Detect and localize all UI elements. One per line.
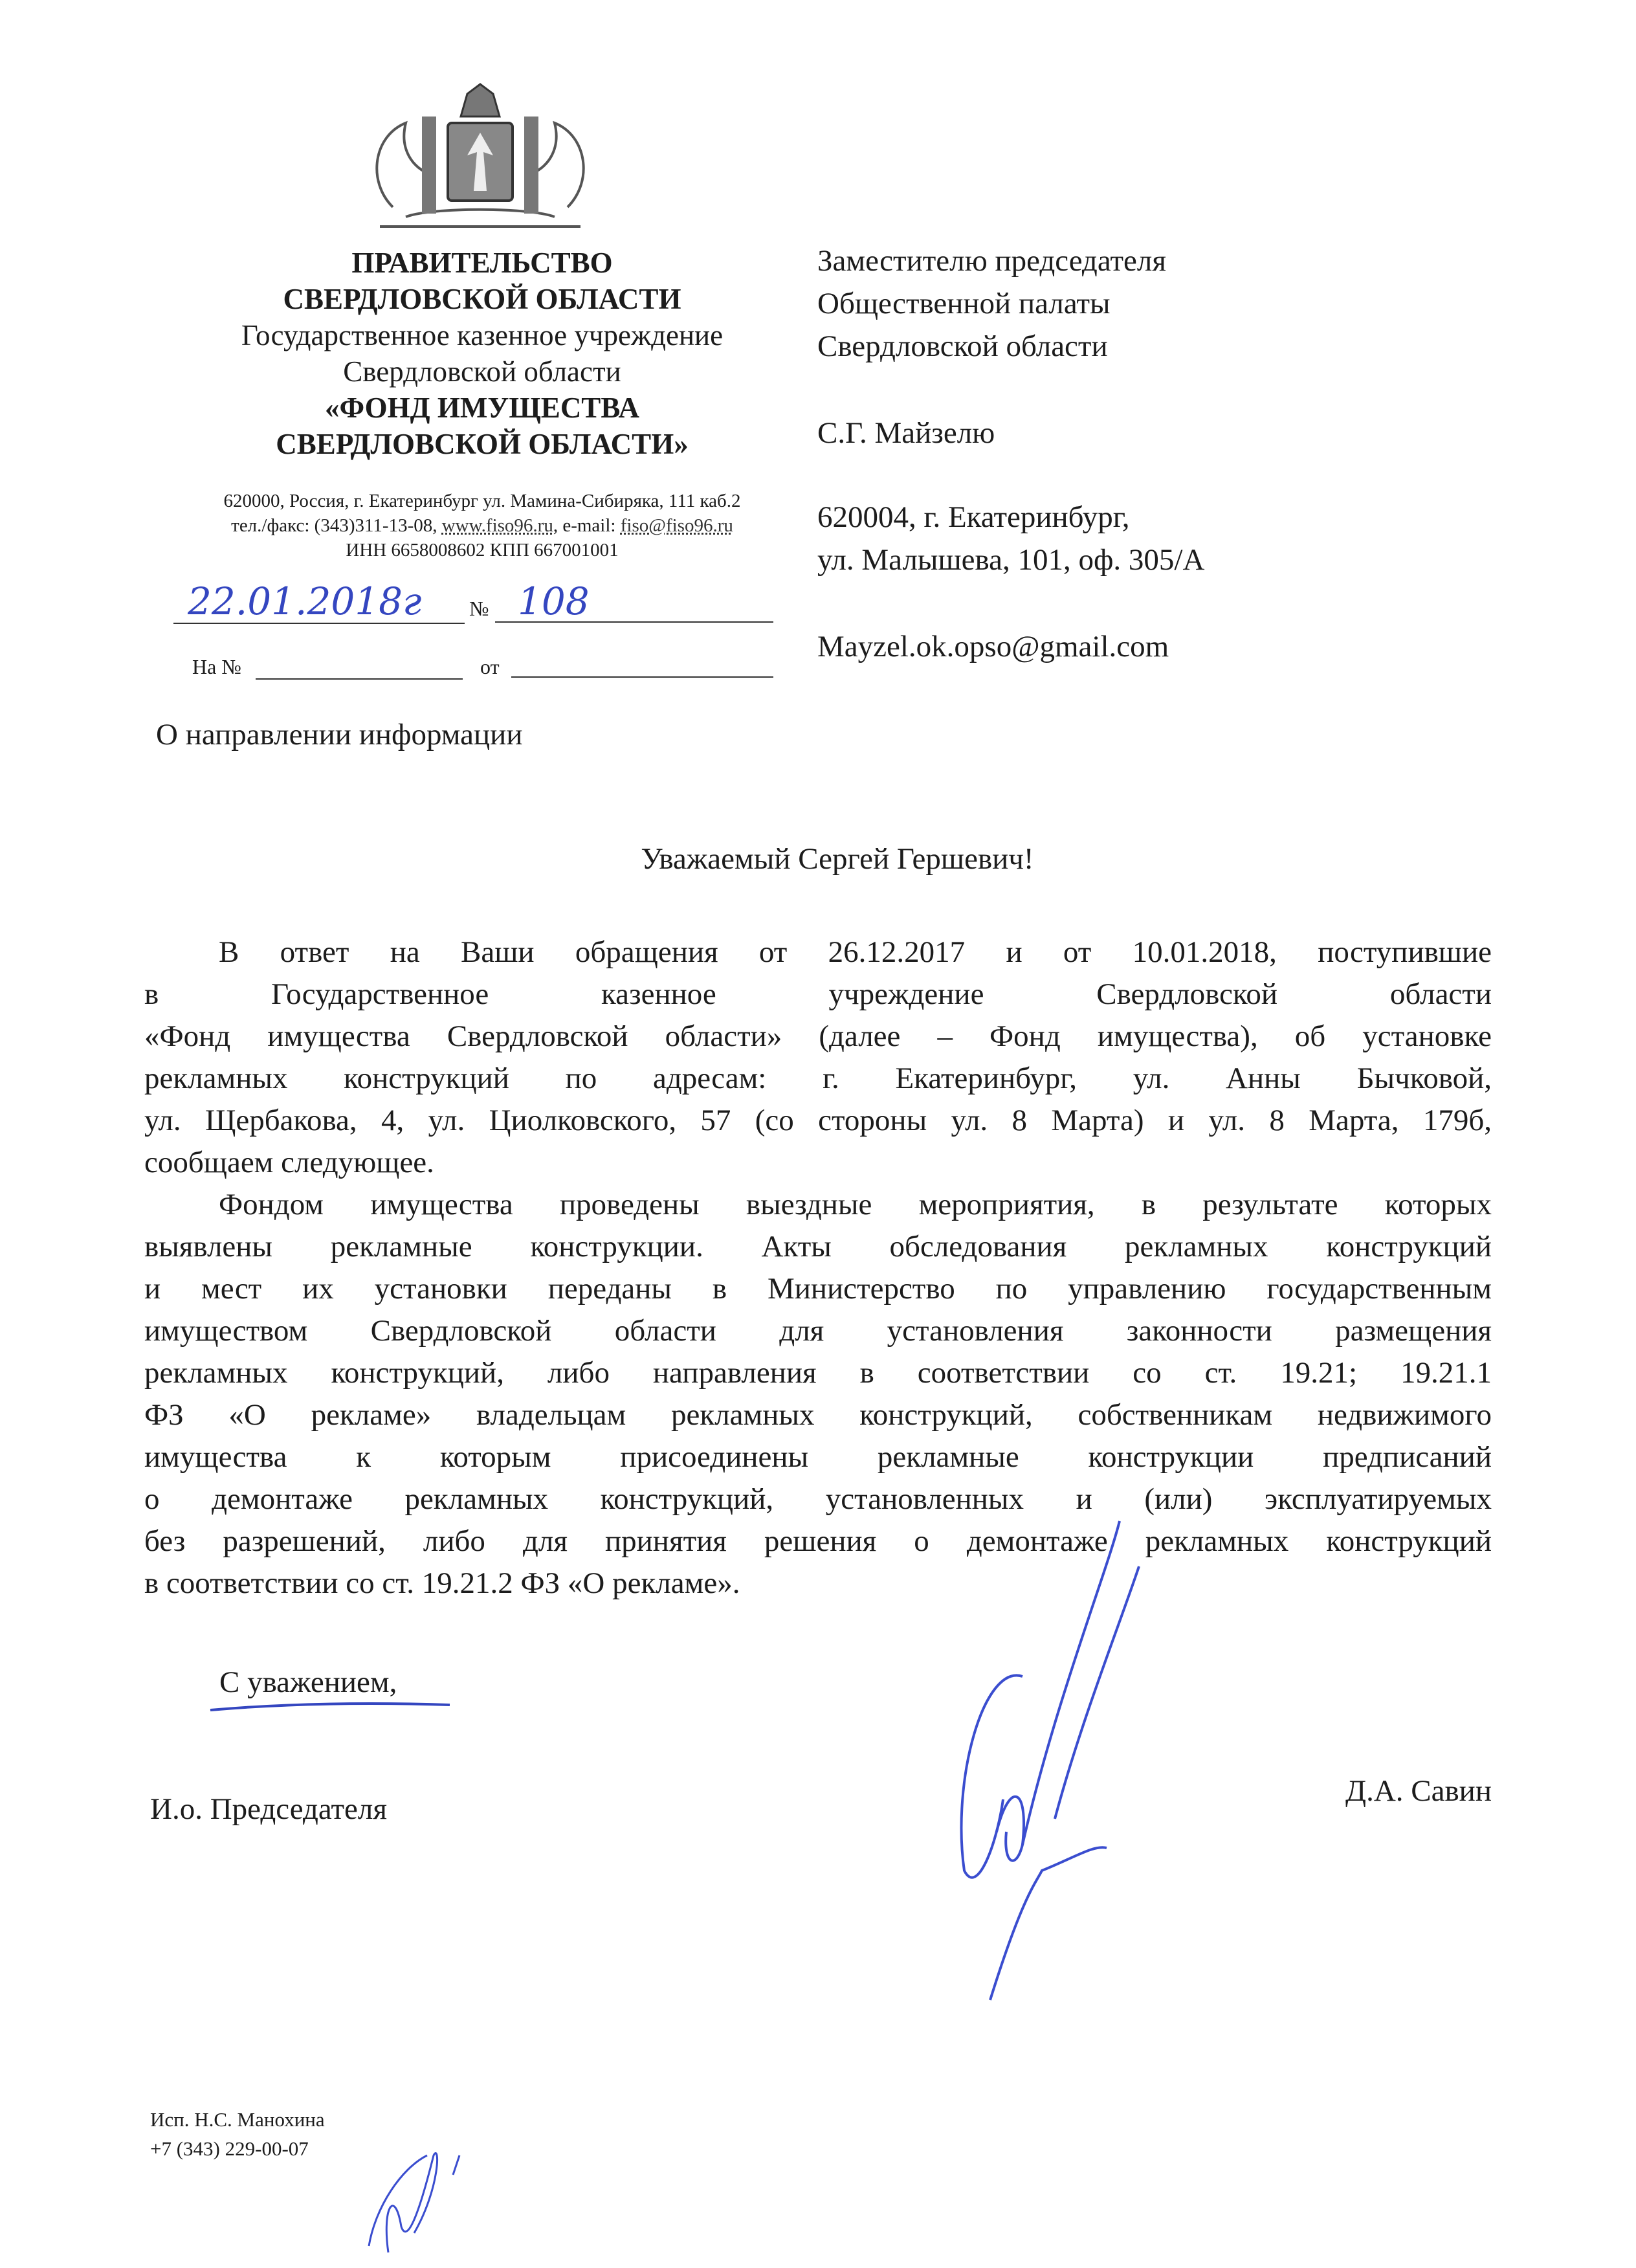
recipient-position-3: Свердловской области bbox=[817, 329, 1108, 363]
phone-fax: тел./факс: (343)311-13-08, bbox=[231, 515, 442, 536]
outgoing-number: 108 bbox=[518, 579, 590, 623]
body-line: в Государственное казенное учреждение Свердловской области bbox=[144, 977, 1492, 1011]
coat-of-arms-emblem bbox=[354, 78, 606, 233]
recipient-name: С.Г. Майзелю bbox=[817, 416, 995, 450]
closing-underline-stroke bbox=[207, 1696, 453, 1715]
body-line: рекламных конструкций по адресам: г. Екатеринбург, ул. Анны Бычковой, bbox=[144, 1062, 1492, 1095]
body-line: сообщаем следующее. bbox=[144, 1146, 434, 1179]
recipient-address-1: 620004, г. Екатеринбург, bbox=[817, 500, 1130, 534]
executor-initials-signature bbox=[349, 2129, 466, 2259]
fund-name-line1: «ФОНД ИМУЩЕСТВА bbox=[324, 392, 640, 424]
recipient-position-2: Общественной палаты bbox=[817, 287, 1111, 320]
closing: С уважением, bbox=[219, 1665, 397, 1699]
signer-name: Д.А. Савин bbox=[1345, 1774, 1492, 1808]
sender-contacts bbox=[162, 513, 802, 538]
institution-region: Свердловской области bbox=[343, 355, 621, 388]
body-line: в соответствии со ст. 19.21.2 ФЗ «О рекламе». bbox=[144, 1566, 740, 1600]
recipient-email: Mayzel.ok.opso@gmail.com bbox=[817, 630, 1169, 663]
executor-phone: +7 (343) 229-00-07 bbox=[150, 2137, 309, 2160]
signer-title: И.о. Председателя bbox=[150, 1792, 387, 1826]
body-line: о демонтаже рекламных конструкций, установленных и (или) эксплуатируемых bbox=[144, 1482, 1492, 1516]
body-line: имуществом Свердловской области для установления законности размещения bbox=[144, 1314, 1492, 1348]
body-line: ФЗ «О рекламе» владельцам рекламных конструкций, собственникам недвижимого bbox=[144, 1398, 1492, 1432]
body-line: Фондом имущества проведены выездные мероприятия, в результате которых bbox=[219, 1188, 1492, 1221]
fund-name-line2: СВЕРДЛОВСКОЙ ОБЛАСТИ» bbox=[276, 428, 689, 460]
government-title: ПРАВИТЕЛЬСТВО bbox=[351, 247, 613, 279]
email-label: , e-mail: bbox=[553, 515, 621, 536]
signature bbox=[925, 1508, 1171, 2013]
outgoing-date: 22.01.2018г bbox=[188, 579, 422, 623]
executor-name: Исп. Н.С. Манохина bbox=[150, 2108, 325, 2131]
subject-line: О направлении информации bbox=[156, 718, 523, 751]
body-line: имущества к которым присоединены рекламные конструкции предписаний bbox=[144, 1440, 1492, 1474]
number-label: № bbox=[469, 597, 489, 620]
body-line: рекламных конструкций, либо направления в соответствии со ст. 19.21; 19.21.1 bbox=[144, 1356, 1492, 1390]
body-line: «Фонд имущества Свердловской области» (далее – Фонд имущества), об установке bbox=[144, 1019, 1492, 1053]
body-line: и мест их установки переданы в Министерство по управлению государственным bbox=[144, 1272, 1492, 1306]
website-link[interactable]: www.fiso96.ru bbox=[441, 515, 553, 536]
email-link[interactable]: fiso@fiso96.ru bbox=[620, 515, 733, 536]
recipient-position-1: Заместителю председателя bbox=[817, 244, 1166, 278]
body-line: без разрешений, либо для принятия решения о демонтаже рекламных конструкций bbox=[144, 1524, 1492, 1558]
government-region: СВЕРДЛОВСКОЙ ОБЛАСТИ bbox=[283, 283, 681, 315]
reference-date-label: от bbox=[480, 655, 500, 678]
inn-kpp: ИНН 6658008602 КПП 667001001 bbox=[346, 540, 619, 561]
sender-address: 620000, Россия, г. Екатеринбург ул. Мамина-Сибиряка, 111 каб.2 bbox=[223, 491, 741, 511]
body-line: В ответ на Ваши обращения от 26.12.2017 и от 10.01.2018, поступившие bbox=[219, 935, 1492, 969]
institution-type: Государственное казенное учреждение bbox=[241, 319, 724, 351]
greeting: Уважаемый Сергей Гершевич! bbox=[641, 842, 1034, 876]
recipient-address-2: ул. Малышева, 101, оф. 305/А bbox=[817, 543, 1205, 577]
body-line: выявлены рекламные конструкции. Акты обследования рекламных конструкций bbox=[144, 1230, 1492, 1263]
reference-number-label: На № bbox=[192, 655, 241, 678]
body-line: ул. Щербакова, 4, ул. Циолковского, 57 (со стороны ул. 8 Марта) и ул. 8 Марта, 179б, bbox=[144, 1104, 1492, 1137]
